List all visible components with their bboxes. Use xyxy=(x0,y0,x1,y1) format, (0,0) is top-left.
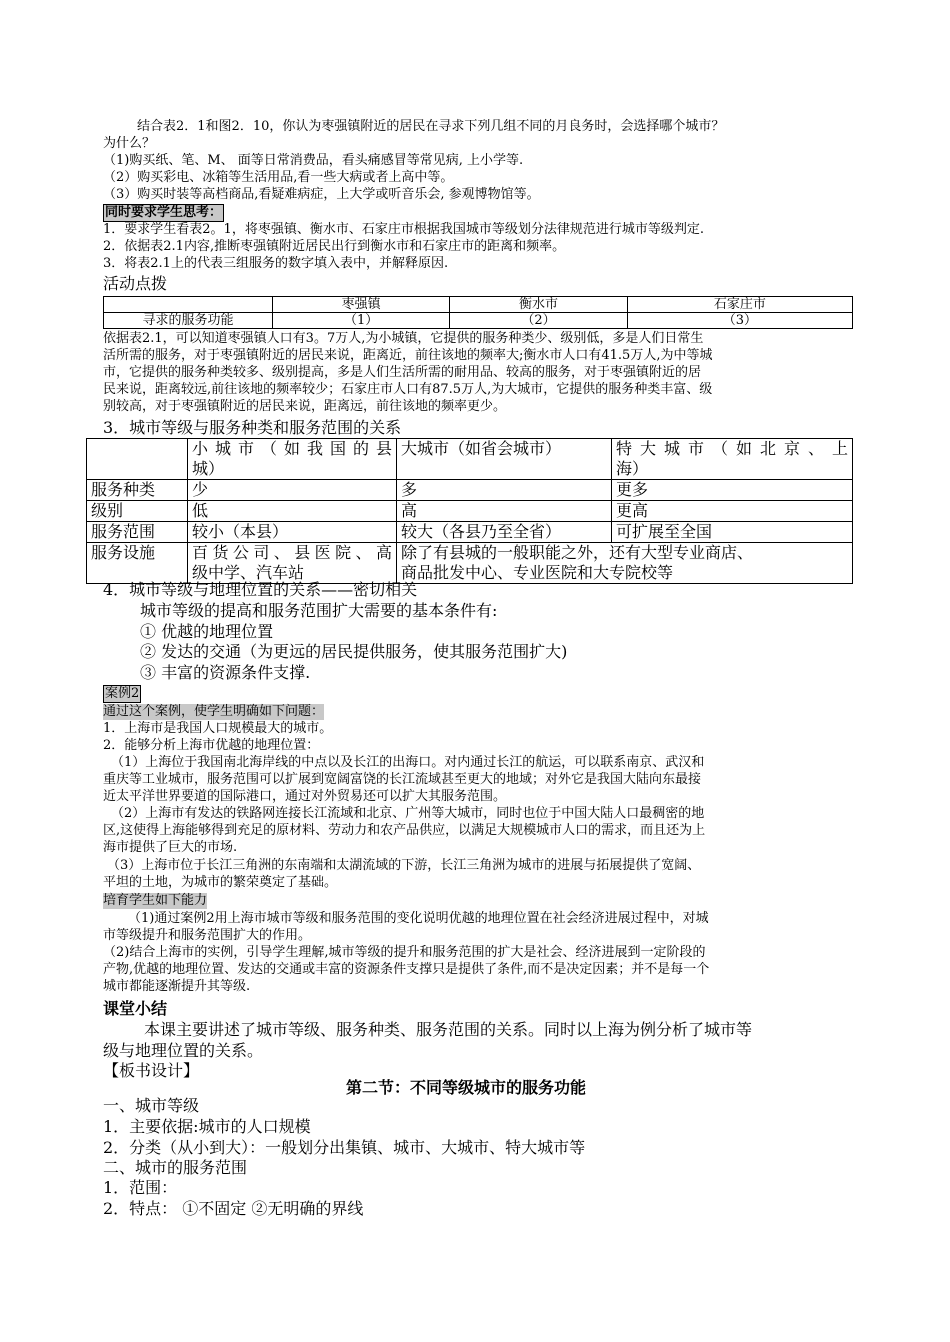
intro-item-1: （1)购买纸、笔、M、 面等日常消费品，看头痛感冒等常见病, 上小学等. xyxy=(103,153,524,168)
condition-1: ① 优越的地理位置 xyxy=(140,622,274,641)
table-header-row xyxy=(87,439,853,480)
table-cell: 服务范围 xyxy=(87,522,188,543)
case-2-analysis-2-line2: 区,这使得上海能够得到充足的原材料、劳动力和农产品供应，以满足大规模城市人口的需求，而且还为上 xyxy=(103,823,706,838)
explain-line-4: 民来说，距离较远,前往该地的频率较少；石家庄市人口有87.5万人,为大城市，它提供的服务种类丰富、级 xyxy=(103,382,713,397)
service-function-table xyxy=(103,296,853,329)
ability-2-line3: 城市都能逐渐提升其等级. xyxy=(103,979,251,994)
case-2-analysis-1-line1: （1）上海位于我国南北海岸线的中点以及长江的出海口。对内通过长江的航运，可以联系南京、武汉和 xyxy=(111,755,705,770)
table-row xyxy=(87,480,853,501)
think-line-2: 2．依据表2.1内容,推断枣强镇附近居民出行到衡水市和石家庄市的距离和频率。 xyxy=(103,239,566,254)
board-section-2-item-2: 2．特点： ①不固定 ②无明确的界线 xyxy=(103,1199,364,1218)
header-small-city-line2: 城） xyxy=(192,459,225,478)
city-level-table xyxy=(86,438,853,584)
table-cell: （3） xyxy=(627,313,852,329)
case-2-intro: 通过这个案例，使学生明确如下问题： xyxy=(103,704,325,719)
board-heading: 【板书设计】 xyxy=(103,1061,200,1080)
table-header-cell: 枣强镇 xyxy=(273,297,450,313)
section-3-title: 3．城市等级与服务种类和服务范围的关系 xyxy=(103,418,402,437)
table-cell: 级别 xyxy=(87,501,188,522)
ability-2-line1: （2)结合上海市的实例，引导学生理解,城市等级的提升和服务范围的扩大是社会、经济进展到一定阶段的 xyxy=(103,945,706,960)
table-header-cell: 石家庄市 xyxy=(627,297,852,313)
table-cell: 服务设施 xyxy=(87,543,188,584)
table-row xyxy=(87,543,853,584)
table-row xyxy=(104,313,853,329)
case-2-analysis-2-line3: 海市提供了巨大的市场. xyxy=(103,840,238,855)
intro-item-3: （3）购买时装等高档商品,看疑难病症，上大学或听音乐会, 参观博物馆等。 xyxy=(103,187,540,202)
table-header-cell xyxy=(188,439,397,480)
table-cell: 寻求的服务功能 xyxy=(104,313,273,329)
board-title: 第二节：不同等级城市的服务功能 xyxy=(346,1078,587,1097)
table-cell: 更高 xyxy=(612,501,853,522)
case-2-analysis-3-line2: 平坦的土地，为城市的繁荣奠定了基础。 xyxy=(103,875,338,890)
table-row xyxy=(87,522,853,543)
table-cell xyxy=(188,543,397,584)
intro-item-2: （2）购买彩电、冰箱等生活用品,看一些大病或者上高中等。 xyxy=(103,170,454,185)
header-mega-city-line2: 海） xyxy=(616,459,649,478)
condition-2: ② 发达的交通（为更远的居民提供服务，使其服务范围扩大) xyxy=(140,642,568,661)
board-section-1-item-2: 2．分类（从小到大）：一般划分出集镇、城市、大城市、特大城市等 xyxy=(103,1138,586,1157)
ability-1-line1: （1)通过案例2用上海市城市等级和服务范围的变化说明优越的地理位置在社会经济进展过程中，对城 xyxy=(128,911,709,926)
ability-heading: 培育学生如下能力 xyxy=(103,893,208,908)
ability-2-line2: 产物,优越的地理位置、发达的交通或丰富的资源条件支撑只是提供了条件,而不是决定因素；并不是每一个 xyxy=(103,962,710,977)
board-section-2-item-1: 1．范围： xyxy=(103,1178,178,1197)
board-section-1: 一、城市等级 xyxy=(103,1096,200,1115)
activity-heading: 活动点拨 xyxy=(103,274,168,293)
table-cell: 多 xyxy=(397,480,612,501)
condition-3: ③ 丰富的资源条件支撑. xyxy=(140,663,311,682)
intro-question-line1: 结合表2．1和图2．10，你认为枣强镇附近的居民在寻求下列几组不同的月良务时，会选择哪个城市？ xyxy=(137,119,725,134)
table-cell: 较大（各县乃至全省） xyxy=(397,522,612,543)
table-cell xyxy=(397,543,853,584)
case-2-analysis-1-line3: 近太平洋世界要道的国际港口，通过对外贸易还可以扩大其服务范围。 xyxy=(103,789,507,804)
facility-big-line2: 商品批发中心、专业医院和大专院校等 xyxy=(401,563,674,582)
table-cell: 少 xyxy=(188,480,397,501)
table-cell xyxy=(104,297,273,313)
header-small-city-line1: 小城市（如我国的县 xyxy=(192,439,392,458)
think-heading: 同时要求学生思考： xyxy=(105,205,223,220)
ability-1-line2: 市等级提升和服务范围扩大的作用。 xyxy=(103,928,312,943)
summary-heading: 课堂小结 xyxy=(103,999,168,1018)
table-cell: （2） xyxy=(450,313,627,329)
case-2-analysis-1-line2: 重庆等工业城市，服务范围可以扩展到宽阔富饶的长江流域甚至更大的地域；对外它是我国大陆向东最接 xyxy=(103,772,702,787)
facility-small-line1: 百货公司、县医院、高 xyxy=(192,543,392,562)
table-cell: 可扩展至全国 xyxy=(612,522,853,543)
think-line-1: 1．要求学生看表2。1，将枣强镇、衡水市、石家庄市根据我国城市等级划分法律规范进行城市等级判定. xyxy=(103,222,704,237)
table-cell: 较小（本县） xyxy=(188,522,397,543)
table-row xyxy=(87,501,853,522)
facility-small-line2: 级中学、汽车站 xyxy=(192,563,305,582)
case-2-analysis-2-line1: （2）上海市有发达的铁路网连接长江流域和北京、广州等大城市，同时也位于中国大陆人口最稠密的地 xyxy=(111,806,705,821)
case-2-point-1: 1．上海市是我国人口规模最大的城市。 xyxy=(103,721,333,736)
header-mega-city-line1: 特大城市（如北京、上 xyxy=(616,439,848,458)
board-section-1-item-1: 1．主要依据:城市的人口规模 xyxy=(103,1117,311,1136)
section-4-subtitle: 城市等级的提高和服务范围扩大需要的基本条件有: xyxy=(140,601,498,620)
table-cell: 高 xyxy=(397,501,612,522)
explain-line-5: 别较高，对于枣强镇附近的居民来说，距离远，前往该地的频率更少。 xyxy=(103,399,507,414)
case-2-label: 案例2 xyxy=(105,686,140,701)
explain-line-3: 市，它提供的服务种类较多、级别提高，多是人们生活所需的耐用品、较高的服务，对于枣强镇附近的居 xyxy=(103,365,702,380)
board-section-2: 二、城市的服务范围 xyxy=(103,1158,248,1177)
intro-question-line2: 为什么？ xyxy=(103,136,156,151)
case-2-point-2: 2．能够分析上海市优越的地理位置： xyxy=(103,738,320,753)
table-cell: 低 xyxy=(188,501,397,522)
table-header-row xyxy=(104,297,853,313)
think-line-3: 3．将表2.1上的代表三组服务的数字填入表中，并解释原因. xyxy=(103,256,449,271)
summary-line-2: 级与地理位置的关系。 xyxy=(103,1041,264,1060)
table-header-cell: 衡水市 xyxy=(450,297,627,313)
summary-line-1: 本课主要讲述了城市等级、服务种类、服务范围的关系。同时以上海为例分析了城市等 xyxy=(144,1020,753,1039)
table-cell: 服务种类 xyxy=(87,480,188,501)
table-cell: （1） xyxy=(273,313,450,329)
table-cell xyxy=(87,439,188,480)
table-cell: 更多 xyxy=(612,480,853,501)
table-header-cell: 大城市（如省会城市） xyxy=(397,439,612,480)
explain-line-2: 活所需的服务，对于枣强镇附近的居民来说，距离近，前往该地的频率大;衡水市人口有41.5万人,为中等城 xyxy=(103,348,713,363)
case-2-analysis-3-line1: （3）上海市位于长江三角洲的东南端和太湖流域的下游，长江三角洲为城市的进展与拓展提供了宽阔、 xyxy=(107,858,701,873)
section-4-title: 4．城市等级与地理位置的关系——密切相关 xyxy=(103,580,418,599)
explain-line-1: 依据表2.1，可以知道枣强镇人口有3。7万人,为小城镇，它提供的服务种类少、级别低，多是人们日常生 xyxy=(103,331,704,346)
table-header-cell xyxy=(612,439,853,480)
facility-big-line1: 除了有县城的一般职能之外，还有大型专业商店、 xyxy=(401,543,754,562)
